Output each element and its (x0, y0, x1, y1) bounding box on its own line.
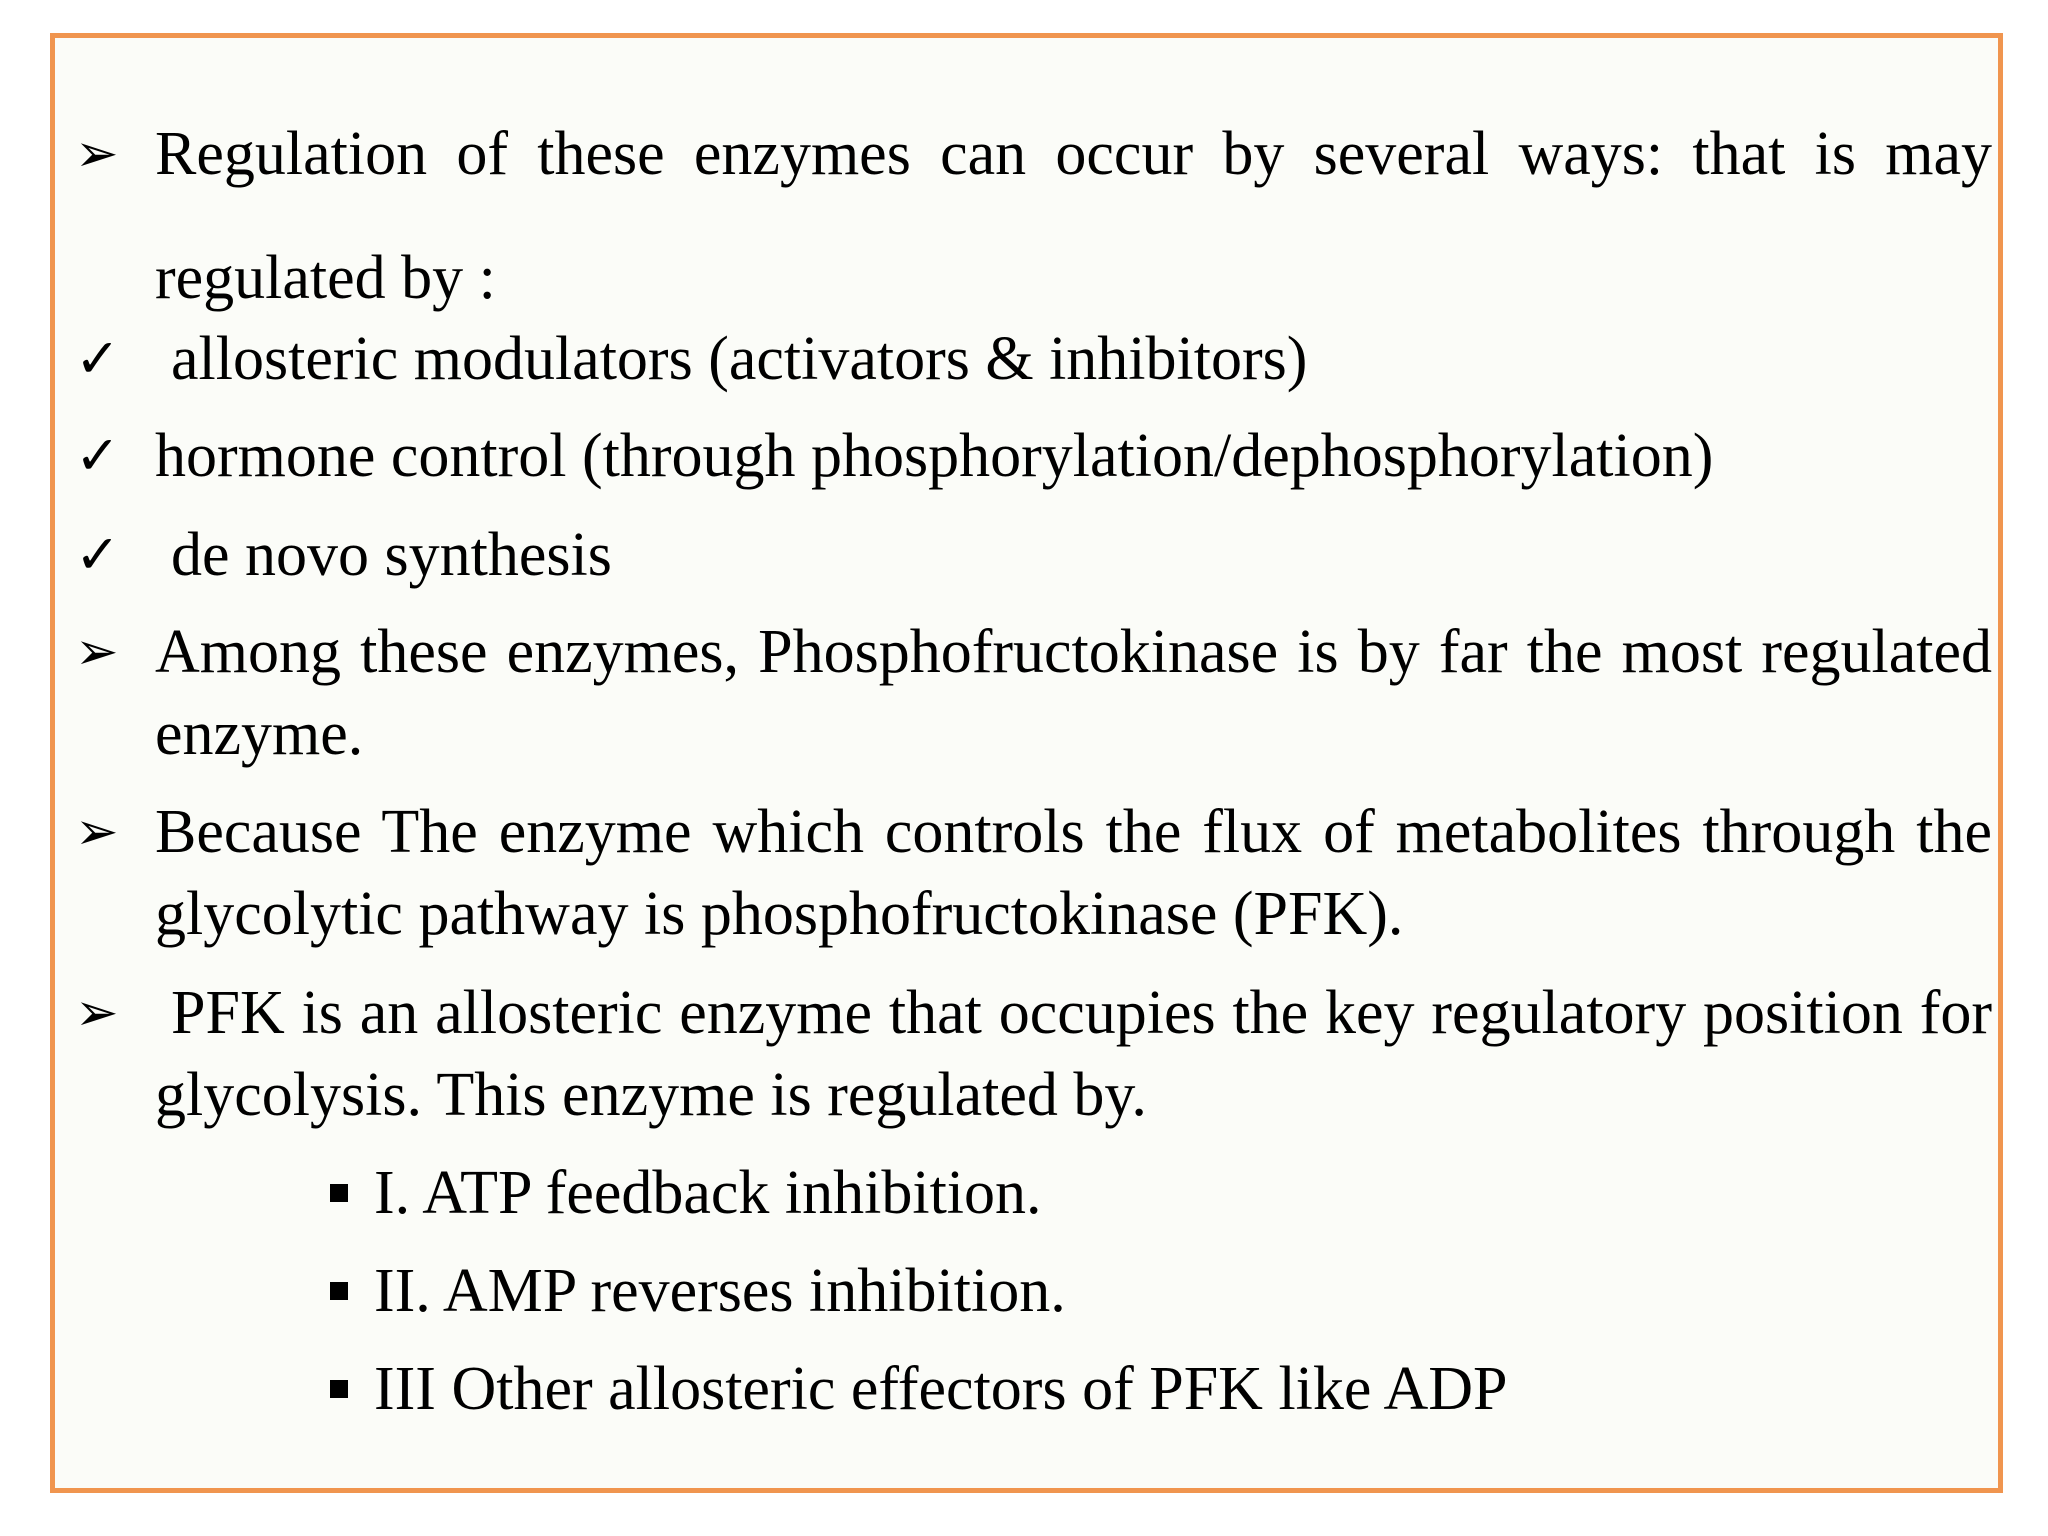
bullet-text: Among these enzymes, Phosphofructokinase is by far the most regulated enzyme. (155, 618, 1992, 768)
check-item (75, 514, 1992, 596)
square-bullet-icon (330, 1282, 348, 1300)
content-frame (50, 33, 2003, 1493)
arrow-bullet-icon: ➢ (75, 622, 119, 682)
checkmark-icon: ✓ (75, 327, 121, 390)
bullet-text: PFK is an allosteric enzyme that occupies the key regulatory position for glycolysis. This enzyme is regulated by. (155, 979, 1992, 1129)
checkmark-icon: ✓ (75, 523, 121, 586)
square-bullet-icon (330, 1380, 348, 1398)
sub-bullet-item (330, 1348, 1508, 1430)
check-text: hormone control (through phosphorylation/dephosphorylation) (155, 422, 1714, 490)
sub-bullet-text: III Other allosteric effectors of PFK like ADP (374, 1355, 1508, 1423)
sub-bullet-item (330, 1250, 1066, 1332)
bullet-text: Regulation of these enzymes can occur by several ways: that is may regulated by : (155, 120, 1992, 312)
arrow-bullet-icon: ➢ (75, 124, 119, 184)
sub-bullet-text: I. ATP feedback inhibition. (374, 1159, 1042, 1227)
check-text: de novo synthesis (171, 521, 612, 589)
bullet-item (75, 972, 1992, 1136)
sub-bullet-text: II. AMP reverses inhibition. (374, 1257, 1066, 1325)
bullet-text: Because The enzyme which controls the flux of metabolites through the glycolytic pathway is phosphofructokinase (PFK). (155, 798, 1992, 948)
square-bullet-icon (330, 1184, 348, 1202)
arrow-bullet-icon: ➢ (75, 802, 119, 862)
sub-bullet-item (330, 1152, 1042, 1234)
check-item (75, 415, 1992, 497)
bullet-item (75, 92, 1992, 340)
arrow-bullet-icon: ➢ (75, 983, 119, 1043)
bullet-item (75, 791, 1992, 955)
check-text: allosteric modulators (activators & inhibitors) (171, 325, 1308, 393)
checkmark-icon: ✓ (75, 424, 121, 487)
bullet-item (75, 611, 1992, 775)
check-item (75, 318, 1992, 400)
slide-content (55, 38, 1998, 1488)
